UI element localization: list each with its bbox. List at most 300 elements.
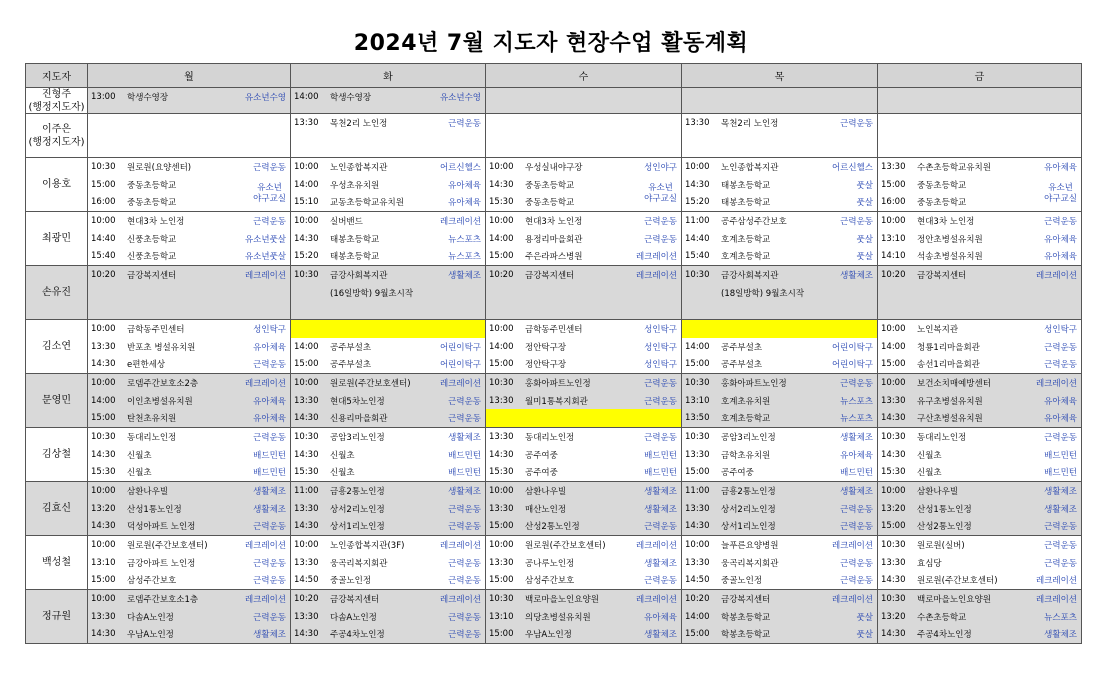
- instructor-name: 이주은 (행정지도자): [26, 114, 88, 158]
- schedule-entry: [878, 446, 1081, 464]
- schedule-entry: [682, 212, 877, 230]
- schedule-entry: [291, 482, 485, 500]
- schedule-cell: [486, 374, 682, 428]
- schedule-entry: [88, 590, 290, 608]
- entry-time: 14:30: [294, 521, 319, 532]
- schedule-cell: [682, 428, 878, 482]
- entry-place: 우성실내야구장: [525, 162, 583, 173]
- entry-time: 15:00: [91, 575, 116, 586]
- entry-place: 공주삼성주간보호: [721, 216, 787, 227]
- schedule-entry: [486, 355, 681, 373]
- entry-time: 10:20: [881, 270, 906, 280]
- entry-time: 10:30: [294, 431, 319, 442]
- entry-place: 현대3차 노인정: [127, 216, 185, 227]
- entry-time: 15:00: [91, 179, 116, 190]
- entry-category: 생활체조: [1044, 504, 1077, 515]
- schedule-entry: [878, 230, 1081, 248]
- entry-category: 배드민턴: [1044, 450, 1077, 461]
- entry-time: 10:30: [294, 270, 319, 280]
- entry-category: 생활체조: [644, 504, 677, 515]
- entry-time: 11:00: [685, 215, 710, 226]
- schedule-entry: [88, 320, 290, 338]
- entry-time: 10:00: [881, 215, 906, 226]
- schedule-cell: [291, 114, 486, 158]
- schedule-entry: [291, 176, 485, 194]
- schedule-entry: [486, 247, 681, 265]
- entry-category: 레크레이션: [439, 540, 481, 551]
- entry-time: 14:30: [685, 521, 710, 532]
- entry-place: 로뎀주간보호소1층: [127, 594, 199, 605]
- entry-place: 금강사회복지관: [330, 271, 388, 281]
- entry-category: 근력운동: [644, 576, 677, 587]
- entry-time: 14:30: [294, 629, 319, 640]
- schedule-cell: [486, 320, 682, 374]
- entry-place: 원로원(요양센터): [127, 162, 192, 173]
- entry-place: 중동초등학교: [525, 198, 575, 209]
- entry-time: 14:00: [489, 341, 514, 352]
- entry-place: 노인종합복지관: [721, 162, 779, 173]
- schedule-entry: [486, 571, 681, 589]
- entry-place: 매산노인정: [525, 504, 567, 515]
- entry-place: 홍화아파트노인정: [721, 378, 787, 389]
- entry-place: 효심당: [917, 558, 942, 569]
- schedule-entry: [486, 625, 681, 643]
- entry-category: 배드민턴: [448, 468, 481, 479]
- entry-time: 10:00: [489, 539, 514, 550]
- entry-category: 어르신헬스: [831, 162, 873, 173]
- schedule-entry: [486, 266, 681, 284]
- entry-time: 15:40: [91, 251, 116, 262]
- schedule-cell: [88, 114, 291, 158]
- schedule-entry: [291, 554, 485, 572]
- schedule-entry: [878, 212, 1081, 230]
- schedule-cell: [486, 114, 682, 158]
- schedule-entry: [486, 500, 681, 518]
- entry-category: 레크레이션: [1035, 378, 1077, 389]
- schedule-cell: [878, 536, 1082, 590]
- entry-category: 유아체육: [840, 450, 873, 461]
- schedule-cell: [291, 88, 486, 114]
- entry-time: 15:10: [294, 197, 319, 208]
- entry-place: 원로원(실버): [917, 540, 965, 551]
- schedule-entry: [682, 266, 877, 284]
- schedule-cell: [291, 374, 486, 428]
- schedule-cell: [88, 590, 291, 644]
- schedule-entry: [291, 536, 485, 554]
- entry-category: 근력운동: [1044, 540, 1077, 551]
- schedule-entry: [878, 463, 1081, 481]
- entry-category: 근력운동: [253, 576, 286, 587]
- schedule-cell: [878, 428, 1082, 482]
- entry-time: 14:30: [881, 449, 906, 460]
- entry-place: 공주여중: [525, 450, 558, 461]
- entry-time: 14:00: [685, 611, 710, 622]
- entry-time: 13:10: [881, 233, 906, 244]
- schedule-entry: [682, 193, 877, 211]
- header-cell: 금: [878, 64, 1082, 88]
- schedule-note: (16일방학) 9월초시작: [330, 289, 414, 299]
- entry-time: 15:00: [881, 359, 906, 370]
- entry-category: 어르신헬스: [439, 162, 481, 173]
- entry-category: 레크레이션: [244, 271, 286, 281]
- schedule-entry: [291, 463, 485, 481]
- entry-place: 공암3리노인정: [330, 432, 385, 443]
- entry-place: 현대3차 노인정: [917, 216, 975, 227]
- entry-place: 금강복지센터: [525, 271, 575, 281]
- schedule-entry: [88, 536, 290, 554]
- schedule-cell: [486, 158, 682, 212]
- entry-category: 근력운동: [840, 576, 873, 587]
- schedule-entry: [291, 500, 485, 518]
- entry-place: 원로원(주간보호센터): [917, 576, 998, 587]
- entry-time: 14:00: [294, 341, 319, 352]
- entry-place: 삼성주간보호: [525, 576, 575, 587]
- entry-time: 13:30: [489, 395, 514, 406]
- instructor-name: 정규원: [26, 590, 88, 644]
- entry-time: 15:00: [685, 467, 710, 478]
- entry-place: 신월초: [330, 450, 355, 461]
- schedule-entry: [88, 212, 290, 230]
- entry-place: 공주부설초: [330, 360, 372, 371]
- entry-place: 백로마을노인요양원: [525, 594, 599, 605]
- entry-place: 현대3차 노인정: [525, 216, 583, 227]
- entry-time: 14:30: [91, 521, 116, 532]
- entry-time: 13:10: [91, 557, 116, 568]
- entry-time: 10:00: [881, 485, 906, 496]
- schedule-entry: [291, 247, 485, 265]
- entry-place: 상서2리노인정: [721, 504, 776, 515]
- entry-place: 원로원(주간보호센터): [330, 378, 411, 389]
- entry-category: 생활체조: [253, 486, 286, 497]
- entry-category: 생활체조: [253, 630, 286, 641]
- schedule-cell: [291, 320, 486, 374]
- entry-time: 14:30: [91, 449, 116, 460]
- entry-category: 근력운동: [840, 119, 873, 129]
- entry-time: 14:30: [685, 179, 710, 190]
- entry-category: 뉴스포츠: [1044, 612, 1077, 623]
- entry-time: 11:00: [294, 485, 319, 496]
- entry-time: 15:30: [881, 467, 906, 478]
- schedule-entry: [291, 212, 485, 230]
- entry-place: 홍화아파트노인정: [525, 378, 591, 389]
- entry-category: 근력운동: [1044, 216, 1077, 227]
- entry-place: 학생수영장: [330, 93, 372, 103]
- entry-place: 유구초병설유치원: [917, 396, 983, 407]
- schedule-entry: [291, 590, 485, 608]
- header-cell: 수: [486, 64, 682, 88]
- entry-category: 근력운동: [644, 432, 677, 443]
- entry-category: 풋살: [856, 234, 873, 245]
- entry-category: 뉴스포츠: [840, 414, 873, 425]
- entry-time: 13:10: [685, 395, 710, 406]
- entry-time: 14:30: [489, 179, 514, 190]
- entry-place: 원로원(주간보호센터): [127, 540, 208, 551]
- entry-category: 레크레이션: [635, 271, 677, 281]
- entry-place: 주공4차노인정: [330, 630, 385, 641]
- schedule-entry: [486, 158, 681, 176]
- merged-category-line: 야구교실: [644, 194, 677, 204]
- schedule-entry: [88, 428, 290, 446]
- entry-time: 13:30: [294, 395, 319, 406]
- entry-time: 14:50: [685, 575, 710, 586]
- entry-place: 신월초: [917, 450, 942, 461]
- header-cell: 지도자: [26, 64, 88, 88]
- header-cell: 목: [682, 64, 878, 88]
- entry-place: 동대리노인정: [127, 432, 177, 443]
- entry-category: 생활체조: [253, 504, 286, 515]
- schedule-entry: [682, 500, 877, 518]
- entry-place: 주은라파스병원: [525, 252, 583, 263]
- entry-place: 정안초병설유치원: [917, 234, 983, 245]
- schedule-table: [25, 63, 1082, 644]
- entry-category: 배드민턴: [253, 468, 286, 479]
- entry-place: 상서1리노인정: [721, 522, 776, 533]
- entry-place: 공나루노인정: [525, 558, 575, 569]
- entry-time: 15:00: [489, 359, 514, 370]
- entry-place: 산성1통노인정: [127, 504, 182, 515]
- entry-time: 10:30: [685, 270, 710, 280]
- schedule-cell: [88, 428, 291, 482]
- entry-place: 공주여중: [525, 468, 558, 479]
- schedule-entry: [291, 517, 485, 535]
- entry-time: 13:30: [294, 118, 319, 128]
- schedule-note: (18일방학) 9월초시작: [721, 289, 805, 299]
- schedule-entry: [878, 590, 1081, 608]
- entry-category: 생활체조: [448, 432, 481, 443]
- schedule-entry: [878, 608, 1081, 626]
- schedule-cell: [88, 482, 291, 536]
- entry-category: 어린이탁구: [831, 360, 873, 371]
- entry-category: 근력운동: [840, 558, 873, 569]
- entry-time: 14:30: [881, 629, 906, 640]
- entry-place: 백로마을노인요양원: [917, 594, 991, 605]
- entry-time: 16:00: [881, 197, 906, 208]
- entry-category: 유아체육: [253, 396, 286, 407]
- entry-category: 근력운동: [448, 558, 481, 569]
- entry-category: 근력운동: [253, 522, 286, 533]
- entry-category: 레크레이션: [1035, 576, 1077, 587]
- schedule-cell: [88, 374, 291, 428]
- entry-place: 금강사회복지관: [721, 271, 779, 281]
- entry-time: 15:30: [489, 197, 514, 208]
- entry-category: 근력운동: [840, 522, 873, 533]
- entry-category: 뉴스포츠: [448, 234, 481, 245]
- entry-time: 10:20: [685, 593, 710, 604]
- entry-category: 근력운동: [448, 396, 481, 407]
- entry-time: 13:30: [685, 557, 710, 568]
- entry-place: 신월초: [127, 468, 152, 479]
- entry-place: 중동초등학교: [127, 180, 177, 191]
- entry-time: 10:00: [881, 323, 906, 334]
- entry-time: 10:00: [91, 485, 116, 496]
- entry-time: 15:00: [489, 251, 514, 262]
- entry-category: 배드민턴: [448, 450, 481, 461]
- entry-place: 금흥2통노인정: [721, 486, 776, 497]
- schedule-cell: [486, 590, 682, 644]
- entry-time: 10:00: [91, 539, 116, 550]
- schedule-entry: [878, 571, 1081, 589]
- entry-category: 생활체조: [840, 432, 873, 443]
- schedule-entry: [878, 320, 1081, 338]
- schedule-entry: [486, 446, 681, 464]
- entry-place: 주공4차노인정: [917, 630, 972, 641]
- entry-category: 유아체육: [253, 342, 286, 353]
- entry-category: 유아체육: [1044, 234, 1077, 245]
- schedule-entry: [682, 536, 877, 554]
- schedule-entry: [682, 554, 877, 572]
- instructor-name: 김소연: [26, 320, 88, 374]
- entry-place: 삼환나우빌: [525, 486, 567, 497]
- entry-time: 10:30: [685, 431, 710, 442]
- entry-place: 동대리노인정: [525, 432, 575, 443]
- schedule-cell: [682, 266, 878, 320]
- entry-time: 10:00: [685, 161, 710, 172]
- schedule-entry: [88, 571, 290, 589]
- entry-category: 근력운동: [1044, 522, 1077, 533]
- entry-category: 근력운동: [840, 378, 873, 389]
- entry-place: 우성초유치원: [330, 180, 380, 191]
- merged-category-line: 야구교실: [1044, 194, 1077, 204]
- schedule-entry: [878, 266, 1081, 284]
- entry-place: 호계초등학교: [721, 414, 771, 425]
- schedule-entry: [88, 482, 290, 500]
- schedule-cell: [486, 266, 682, 320]
- schedule-entry: [291, 571, 485, 589]
- schedule-entry: [88, 392, 290, 410]
- entry-place: 금학초유치원: [721, 450, 771, 461]
- entry-time: 13:20: [91, 503, 116, 514]
- entry-category: 레크레이션: [635, 540, 677, 551]
- entry-time: 13:10: [489, 611, 514, 622]
- entry-category: 근력운동: [448, 612, 481, 623]
- entry-place: 삼성주간보호: [127, 576, 177, 587]
- schedule-entry: [682, 392, 877, 410]
- schedule-entry: [88, 247, 290, 265]
- entry-place: 수촌초등학교유치원: [917, 162, 991, 173]
- schedule-entry: [486, 428, 681, 446]
- entry-category: 배드민턴: [840, 468, 873, 479]
- entry-place: 공주부설초: [330, 342, 372, 353]
- header-cell: 화: [291, 64, 486, 88]
- entry-place: 금흥2통노인정: [330, 486, 385, 497]
- schedule-cell: [682, 590, 878, 644]
- entry-place: 웅곡리복지회관: [721, 558, 779, 569]
- entry-category: 유아체육: [1044, 414, 1077, 425]
- entry-category: 생활체조: [448, 486, 481, 497]
- entry-time: 13:30: [685, 503, 710, 514]
- entry-category: 근력운동: [448, 576, 481, 587]
- entry-time: 10:30: [881, 431, 906, 442]
- schedule-entry: [486, 536, 681, 554]
- schedule-entry: [88, 266, 290, 284]
- schedule-entry: [878, 374, 1081, 392]
- schedule-entry: [486, 320, 681, 338]
- entry-time: 15:20: [685, 197, 710, 208]
- schedule-entry: [88, 338, 290, 356]
- schedule-entry: [88, 463, 290, 481]
- schedule-entry: [88, 355, 290, 373]
- entry-category: 근력운동: [644, 396, 677, 407]
- entry-time: 10:30: [881, 539, 906, 550]
- entry-time: 15:40: [685, 251, 710, 262]
- entry-category: 배드민턴: [1044, 468, 1077, 479]
- entry-place: 송선1리마을회관: [917, 360, 980, 371]
- entry-time: 14:40: [685, 233, 710, 244]
- entry-place: 보건소치매예방센터: [917, 378, 991, 389]
- entry-place: 태봉초등학교: [721, 180, 771, 191]
- entry-category: 성인탁구: [644, 342, 677, 353]
- instructor-name: 백성철: [26, 536, 88, 590]
- entry-place: 태봉초등학교: [330, 234, 380, 245]
- entry-place: 신풍초등학교: [127, 252, 177, 263]
- entry-category: 생활체조: [644, 558, 677, 569]
- entry-category: 레크레이션: [439, 216, 481, 227]
- merged-category: [1044, 176, 1077, 212]
- entry-time: 14:30: [881, 413, 906, 424]
- schedule-entry: [682, 338, 877, 356]
- entry-category: 풋살: [856, 630, 873, 641]
- entry-category: 생활체조: [1044, 486, 1077, 497]
- schedule-cell: [88, 212, 291, 266]
- entry-category: 어린이탁구: [831, 342, 873, 353]
- entry-category: 레크레이션: [439, 378, 481, 389]
- entry-time: 13:00: [91, 92, 116, 102]
- schedule-entry: [291, 193, 485, 211]
- schedule-entry: [88, 608, 290, 626]
- entry-time: 15:00: [91, 413, 116, 424]
- entry-place: 우남A노인정: [127, 630, 174, 641]
- entry-time: 14:30: [294, 449, 319, 460]
- entry-category: 유아체육: [448, 180, 481, 191]
- schedule-entry: [88, 158, 290, 176]
- entry-category: 근력운동: [448, 119, 481, 129]
- entry-time: 15:00: [489, 575, 514, 586]
- entry-time: 14:40: [91, 233, 116, 244]
- entry-place: 호계초등학교: [721, 252, 771, 263]
- entry-category: 유아체육: [1044, 252, 1077, 263]
- schedule-cell: [486, 482, 682, 536]
- entry-time: 13:50: [685, 413, 710, 424]
- entry-time: 10:00: [294, 161, 319, 172]
- entry-place: 삼환나우빌: [127, 486, 169, 497]
- merged-category-line: 유소년: [648, 183, 673, 193]
- schedule-entry: [88, 500, 290, 518]
- schedule-entry: [486, 392, 681, 410]
- schedule-entry: [682, 355, 877, 373]
- entry-place: 신풍초등학교: [127, 234, 177, 245]
- entry-time: 13:30: [294, 503, 319, 514]
- entry-place: 다솜A노인정: [330, 612, 377, 623]
- entry-place: 태봉초등학교: [330, 252, 380, 263]
- header-cell: 월: [88, 64, 291, 88]
- entry-time: 10:00: [91, 593, 116, 604]
- entry-category: 어린이탁구: [439, 360, 481, 371]
- entry-place: 삼환나우빌: [917, 486, 959, 497]
- schedule-cell: [682, 88, 878, 114]
- entry-place: 공암3리노인정: [721, 432, 776, 443]
- schedule-entry: [486, 230, 681, 248]
- entry-time: 13:30: [91, 611, 116, 622]
- schedule-entry: [682, 608, 877, 626]
- entry-category: 성인야구: [644, 162, 677, 173]
- schedule-entry: [878, 625, 1081, 643]
- entry-category: 근력운동: [1044, 558, 1077, 569]
- entry-category: 근력운동: [840, 504, 873, 515]
- entry-category: 근력운동: [1044, 432, 1077, 443]
- entry-time: 13:30: [881, 557, 906, 568]
- entry-category: 레크레이션: [831, 540, 873, 551]
- entry-category: 근력운동: [253, 558, 286, 569]
